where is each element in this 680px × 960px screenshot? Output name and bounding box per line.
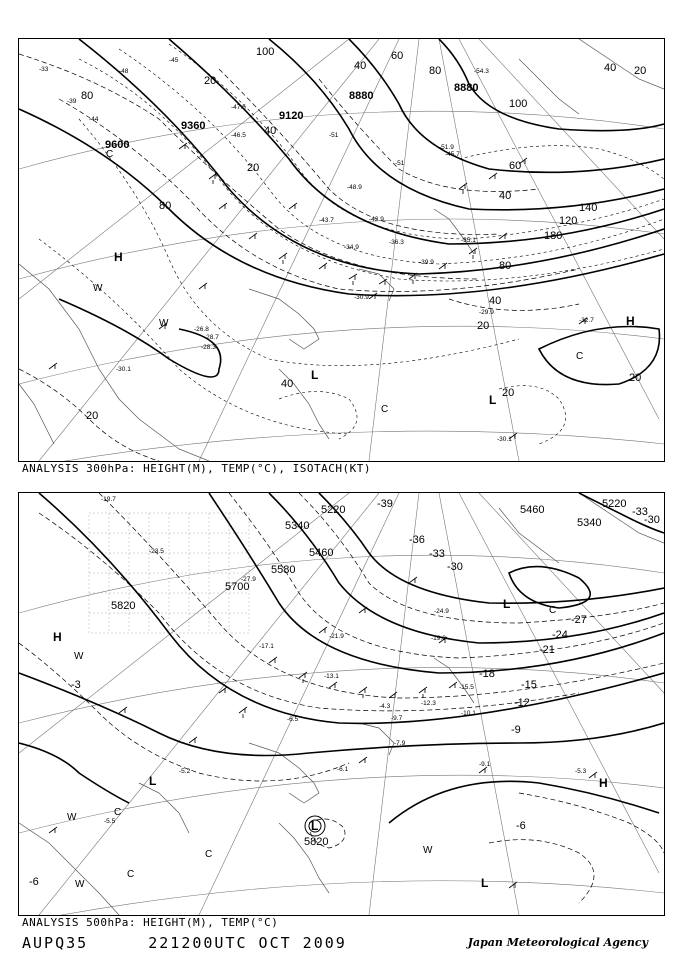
cold-marker: C — [106, 149, 114, 160]
isotherm-label: -3 — [71, 679, 81, 691]
height-labels — [111, 498, 626, 848]
isotherm-label: -15 — [521, 679, 537, 691]
isotherm-label: -6 — [29, 876, 39, 888]
temp-label: -34.9 — [344, 244, 359, 251]
temp-label: -47.5 — [231, 104, 246, 111]
isotherm-label: -9 — [511, 724, 521, 736]
temp-label: -28.7 — [204, 334, 219, 341]
map-panel-500hpa — [18, 492, 665, 916]
temp-label: -54.3 — [474, 68, 489, 75]
temp-label: -36.3 — [389, 239, 404, 246]
chart-identifier — [22, 934, 347, 952]
cold-marker: C — [127, 869, 135, 880]
isotherm-labels — [29, 498, 660, 888]
isotherm-label: -27 — [571, 614, 587, 626]
isotach-label: 20 — [247, 162, 260, 174]
map-panel-300hpa — [18, 38, 665, 462]
isotach-label: 40 — [281, 378, 294, 390]
caption-500hpa: ANALYSIS 500hPa: HEIGHT(M), TEMP(°C) — [22, 916, 279, 929]
station-temp: -6.5 — [287, 716, 299, 723]
isotherm-label: -21 — [539, 644, 555, 656]
station-temp: -4.3 — [379, 703, 391, 710]
cold-marker: C — [576, 351, 584, 362]
temp-label: -33 — [39, 66, 49, 73]
isotach-label: 80 — [429, 65, 442, 77]
low-pressure-marker: L — [311, 819, 319, 833]
station-temp: -27.9 — [241, 576, 256, 583]
isotach-label: 20 — [629, 372, 642, 384]
temp-label: -30.1 — [116, 366, 131, 373]
caption-300hpa: ANALYSIS 300hPa: HEIGHT(M), TEMP(°C), ISOTACH(KT) — [22, 462, 372, 475]
temp-label: -51 — [395, 160, 405, 167]
isotherm-label: -30 — [447, 561, 463, 573]
temp-label: -30.9 — [354, 294, 369, 301]
height-label: 5580 — [271, 564, 296, 576]
station-temp: -24.9 — [434, 608, 449, 615]
height-contours — [19, 39, 664, 385]
temp-label: -29.9 — [479, 309, 494, 316]
isotach-label: 60 — [391, 50, 404, 62]
height-label: 5340 — [577, 517, 602, 529]
agency-credit: Japan Meteorological Agency — [467, 936, 648, 949]
isotherm-label: -33 — [632, 506, 648, 518]
station-temp: -15.5 — [459, 684, 474, 691]
isotherm-label: -33 — [429, 548, 445, 560]
isotach-label: 100 — [509, 98, 528, 110]
temp-label: -39.9 — [419, 259, 434, 266]
isotherm-label: -12 — [514, 697, 530, 709]
low-pressure-marker: L — [489, 393, 497, 407]
temp-label: -51 — [329, 132, 339, 139]
isotach-label: 40 — [264, 125, 277, 137]
station-temp: -5.5 — [104, 818, 116, 825]
station-temp: -9.1 — [479, 761, 491, 768]
isotach-label: 100 — [256, 46, 275, 58]
high-pressure-marker: H — [114, 250, 123, 264]
height-labels — [105, 82, 478, 151]
isotach-label: 40 — [489, 295, 502, 307]
cold-marker: C — [549, 605, 557, 616]
isotherm-label: -39 — [377, 498, 393, 510]
temp-label: -48 — [119, 68, 129, 75]
warm-marker: W — [159, 318, 169, 329]
chart-code: AUPQ35 — [22, 934, 89, 952]
warm-marker: W — [75, 879, 85, 890]
high-pressure-marker: H — [53, 630, 62, 644]
isotherm-label: -18 — [479, 668, 495, 680]
isotherm-label: -30 — [644, 514, 660, 526]
isotach-label: 120 — [559, 215, 578, 227]
station-temp: -23.5 — [149, 548, 164, 555]
height-label: 5820 — [304, 836, 329, 848]
valid-time: 221200UTC OCT 2009 — [148, 934, 347, 952]
cold-marker: C — [205, 849, 213, 860]
temp-label: -48.9 — [347, 184, 362, 191]
low-pressure-marker: L — [503, 597, 511, 611]
isotach-label: 140 — [579, 202, 598, 214]
temp-label: -26.8 — [194, 326, 209, 333]
temp-label: -28.3 — [201, 344, 216, 351]
isotherm-label: -36 — [409, 534, 425, 546]
longitude-lines — [19, 493, 664, 915]
isotach-label: 20 — [86, 410, 99, 422]
cold-marker: C — [381, 404, 389, 415]
height-label: 5460 — [309, 547, 334, 559]
temp-label: -39 — [67, 98, 77, 105]
temp-label: -44 — [89, 116, 99, 123]
cold-marker: C — [114, 807, 122, 818]
height-label: 5220 — [321, 504, 346, 516]
height-label: 8880 — [454, 82, 479, 94]
isotherm-label: -24 — [552, 629, 568, 641]
warm-cold-markers — [93, 149, 583, 415]
isotach-label: 20 — [634, 65, 647, 77]
isotherm-label: -6 — [516, 820, 526, 832]
temp-label: -46.5 — [231, 132, 246, 139]
isotach-label: 80 — [81, 90, 94, 102]
isotach-label: 80 — [499, 260, 512, 272]
low-pressure-marker: L — [311, 368, 319, 382]
station-temp: -5.3 — [575, 768, 587, 775]
map-300hpa-canvas — [19, 39, 664, 461]
isotach-label: 40 — [354, 60, 367, 72]
station-temp: -9.7 — [391, 715, 403, 722]
isotach-label: 80 — [159, 200, 172, 212]
station-temp: -21.9 — [329, 633, 344, 640]
height-label: 9600 — [105, 139, 130, 151]
station-temp: -19.7 — [101, 496, 116, 503]
temp-label: -30.1 — [497, 436, 512, 443]
isotach-label: 60 — [509, 160, 522, 172]
temp-label: -43.7 — [319, 217, 334, 224]
height-label: 5340 — [285, 520, 310, 532]
temp-label: -51.9 — [439, 144, 454, 151]
height-label: 8880 — [349, 90, 374, 102]
coastlines — [19, 493, 664, 915]
isotach-label: 20 — [204, 75, 217, 87]
height-label: 9360 — [181, 120, 206, 132]
temp-label: -35.1 — [461, 237, 476, 244]
warm-marker: W — [93, 283, 103, 294]
warm-marker: W — [423, 845, 433, 856]
station-temp: -13.1 — [324, 673, 339, 680]
warm-marker: W — [67, 812, 77, 823]
map-500hpa-canvas — [19, 493, 664, 915]
height-label: 5220 — [602, 498, 627, 510]
isotach-labels — [81, 46, 646, 422]
low-pressure-marker: L — [481, 876, 489, 890]
temp-label: -45 — [169, 57, 179, 64]
temp-label: -32.7 — [579, 317, 594, 324]
height-label: 9120 — [279, 110, 304, 122]
height-label: 5700 — [225, 581, 250, 593]
isotach-label: 40 — [499, 190, 512, 202]
station-temp: -19.0 — [431, 635, 446, 642]
isotach-label: 20 — [502, 387, 515, 399]
high-pressure-marker: H — [599, 776, 608, 790]
isotach-label: 180 — [544, 230, 563, 242]
station-temp: -6.1 — [337, 766, 349, 773]
isotach-label: 20 — [477, 320, 490, 332]
station-temp: -10.1 — [461, 710, 476, 717]
station-temp: -12.3 — [421, 700, 436, 707]
station-temp: -5.2 — [179, 768, 191, 775]
station-temp: -7.9 — [394, 740, 406, 747]
temp-label: -42.9 — [369, 216, 384, 223]
height-label: 5820 — [111, 600, 136, 612]
terrain-mask — [89, 513, 249, 633]
low-pressure-marker: L — [149, 774, 157, 788]
height-label: 5460 — [520, 504, 545, 516]
temp-label: -45.7 — [445, 151, 460, 158]
isotach-label: 40 — [604, 62, 617, 74]
high-pressure-marker: H — [626, 314, 635, 328]
station-temp: -17.1 — [259, 643, 274, 650]
warm-marker: W — [74, 651, 84, 662]
